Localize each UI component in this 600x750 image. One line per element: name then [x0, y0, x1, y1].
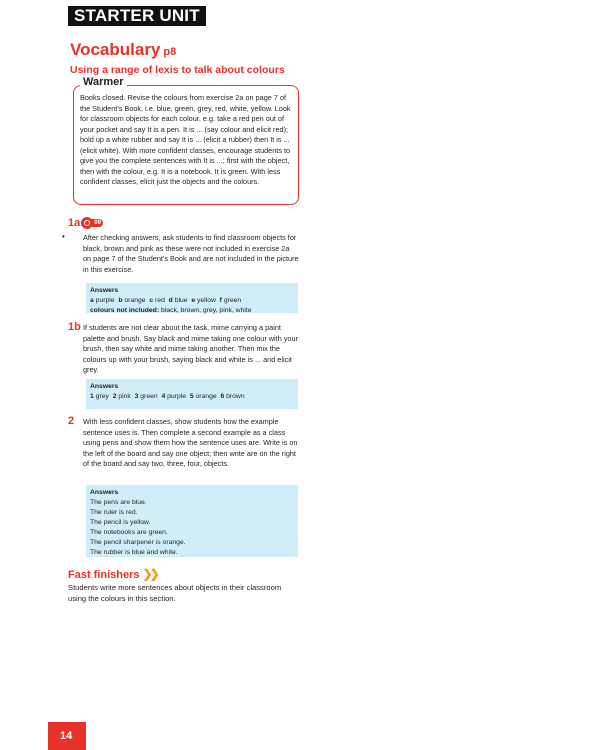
section-subtitle: Using a range of lexis to talk about colours	[70, 64, 285, 76]
answers-line: 1 grey 2 pink 3 green 4 purple 5 orange 6 brown	[90, 393, 245, 400]
warmer-label: Warmer	[80, 76, 127, 88]
answers-line-1: a purple b orange c red d blue e yellow f green	[90, 297, 242, 304]
answers-header: Answers	[90, 383, 119, 390]
answer-item: The rubber is blue and white.	[90, 549, 178, 556]
answer-item: The notebooks are green.	[90, 529, 168, 536]
exercise-1b-label: 1b	[68, 321, 81, 333]
fast-finishers-title-text: Fast finishers	[68, 569, 140, 581]
exercise-2-text: With less confident classes, show students how the example sentence uses is. Then complete a second example as a class using pens and show them how the sentence uses are. Write is on the left of the board and say one object; then write are on the right of the board and say two, three, four, objects.	[83, 417, 298, 468]
exercise-1a-answers	[86, 283, 298, 313]
exercise-1a-text: After checking answers, ask students to find classroom objects for black, brown and pink as these were not included in exercise 2a on page 7 of the Student's Book and are not included in the picture in this exercise.	[83, 233, 299, 274]
exercise-1a-number: 1a	[68, 217, 81, 229]
section-title	[70, 40, 176, 60]
bullet: •	[62, 232, 65, 241]
answers-header: Answers	[90, 287, 119, 294]
page-ref: p8	[163, 46, 177, 58]
page-number: 14	[48, 722, 86, 750]
answer-item: The pencil sharpener is orange.	[90, 539, 186, 546]
audio-track: 09	[94, 220, 101, 227]
answer-item: The pens are blue.	[90, 499, 147, 506]
exercise-2-answers	[86, 485, 298, 557]
unit-tag: STARTER UNIT	[68, 6, 206, 26]
answers-header: Answers	[90, 489, 119, 496]
answers-line-2: colours not included: black, brown, grey, pink, white	[90, 307, 252, 314]
answer-item: The pencil is yellow.	[90, 519, 151, 526]
section-title-text: Vocabulary	[70, 40, 161, 59]
warmer-text: Books closed. Revise the colours from exercise 2a on page 7 of the Student's Book, i.e. blue, green, grey, red, white, yellow. Look for classroom objects for each colour, e.g. take a red pen out of your pocket and say It is a pen. It is ... (say colour and elicit red); hold up a white rubber and say It is ... (elicit a rubber) then It is ... (elicit white). With more confident classes, encourage students to give you the complete sentences with It is ...; first with the object, then with the colour, e.g. It is a notebook. It is green. With less confident classes, elicit just the objects and the colours.	[80, 93, 291, 186]
exercise-1a-label	[68, 217, 103, 229]
exercise-2-label: 2	[68, 415, 75, 427]
exercise-1b-answers	[86, 379, 298, 409]
fast-finishers-title	[68, 567, 157, 581]
fast-finishers-text: Students write more sentences about objects in their classroom using the colours in this section.	[68, 583, 282, 603]
answer-item: The ruler is red.	[90, 509, 138, 516]
chevron-double-right-icon: ❯❯	[142, 567, 157, 581]
exercise-1b-text: If students are not clear about the task, mime carrying a paint palette and brush. Say black and mime taking one colour with your brush, then say white and mime taking another. Then mix the colours up with your brush, saying black and white is ... and elicit grey.	[83, 323, 298, 374]
audio-icon	[81, 217, 93, 229]
